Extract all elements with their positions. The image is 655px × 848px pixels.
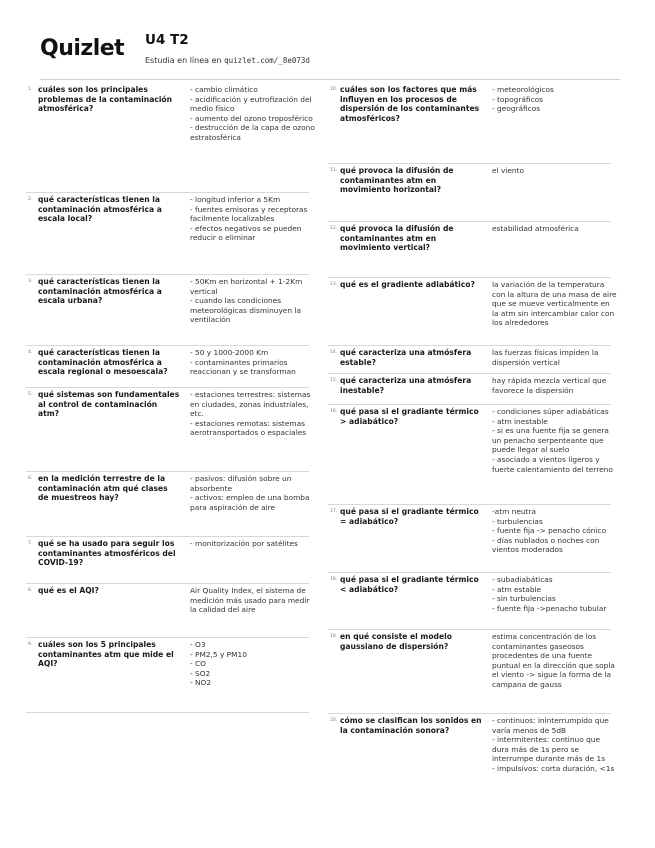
card-number: 15. (330, 378, 338, 383)
card-term: qué características tienen la contaminación atmosférica a escala regional o mesoescala? (38, 348, 168, 377)
right-column (328, 83, 617, 802)
card-definition: - meteorológicos - topográficos - geográficos (492, 85, 554, 114)
flashcard (328, 714, 615, 802)
card-definition: las fuerzas físicas impiden la dispersión vertical (492, 348, 599, 367)
flashcard (328, 573, 611, 630)
card-term: qué es el AQI? (38, 586, 99, 595)
card-term: qué características tienen la contaminación atmosférica a escala local? (38, 195, 162, 224)
card-term: cómo se clasifican los sonidos en la contaminación sonora? (340, 716, 482, 735)
quizlet-logo: Quizlet (40, 36, 125, 61)
card-definition: - subadiabáticas - atm estable - sin turbulencias - fuente fija ->penacho tubular (492, 575, 607, 613)
card-definition: el viento (492, 166, 525, 175)
card-definition: - pasivos: difusión sobre un absorbente - activos: empleo de una bomba para aspiración de aire (190, 474, 310, 512)
card-term: qué provoca la difusión de contaminantes atm en movimiento vertical? (340, 224, 454, 253)
card-definition: la variación de la temperatura con la altura de una masa de aire que se mueve verticalmente en la atm sin intercambiar calor con los alrededores (492, 280, 617, 328)
card-number: 19. (330, 634, 338, 639)
card-term: cuáles son los factores que más influyen en los procesos de dispersión de los contaminantes atmosféricos? (340, 85, 480, 123)
card-number: 3. (28, 279, 33, 284)
set-url-link[interactable]: quizlet.com/_8e073d (224, 56, 310, 65)
card-term: qué pasa si el gradiante térmico < adiabático? (340, 575, 479, 594)
card-definition: - cambio climático - acidificación y eutrofización del medio físico - aumento del ozono troposférico - destrucción de la capa de ozono estratosférica (190, 85, 315, 142)
card-definition: - longitud inferior a 5Km - fuentes emisoras y receptoras facilmente localizables - efectos negativos se pueden reducir o eliminar (190, 195, 308, 243)
flashcard (26, 388, 309, 472)
set-subtitle (145, 56, 310, 65)
card-number: 2. (28, 197, 33, 202)
card-number: 4. (28, 350, 33, 355)
card-definition: -atm neutra - turbulencias - fuente fija -> penacho cónico - días nublados o noches con vientos moderados (492, 507, 607, 555)
page-header (40, 30, 620, 74)
card-term: qué pasa si el gradiante térmico = adiabático? (340, 507, 479, 526)
flashcard (328, 374, 611, 405)
card-definition: Air Quality Index, el sistema de medición más usado para medir la calidad del aire (190, 586, 310, 615)
flashcard (26, 193, 309, 275)
set-title: U4 T2 (145, 32, 189, 48)
card-number: 9. (28, 642, 33, 647)
card-number: 12. (330, 226, 338, 231)
flashcard (328, 164, 611, 222)
card-term: qué sistemas son fundamentales al control de contaminación atm? (38, 390, 180, 419)
card-term: qué pasa si el gradiante térmico > adiabático? (340, 407, 479, 426)
card-number: 5. (28, 392, 33, 397)
card-term: en qué consiste el modelo gaussiano de dispersión? (340, 632, 452, 651)
card-definition: - estaciones terrestres: sistemas en ciudades, zonas industriales, etc. - estaciones remotas: sistemas aerotransportados o espaciales (190, 390, 311, 438)
flashcard (328, 505, 611, 573)
card-term: qué es el gradiente adiabático? (340, 280, 475, 289)
card-number: 8. (28, 588, 33, 593)
flashcard (328, 83, 611, 164)
flashcard (26, 638, 309, 713)
card-definition: - 50Km en horizontal + 1-2Km vertical - cuando las condiciones meteorológicas disminuyen la ventilación (190, 277, 303, 325)
card-definition: - 50 y 1000-2000 Km - contaminantes primarios reaccionan y se transforman (190, 348, 296, 377)
card-definition: - condiciones súper adiabáticas - atm inestable - si es una fuente fija se genera un penacho serpenteante que puede llegar al suelo - asociado a vientos ligeros y fuerte calentamiento del terreno (492, 407, 613, 474)
flashcard (26, 472, 309, 537)
card-term: en la medición terrestre de la contaminación atm qué clases de muestreos hay? (38, 474, 168, 503)
card-definition: - monitorización por satélites (190, 539, 298, 548)
subtitle-prefix: Estudia en línea en (145, 56, 225, 65)
flashcard (26, 275, 309, 346)
flashcard (328, 222, 611, 278)
header-divider (40, 79, 620, 80)
card-number: 17. (330, 509, 338, 514)
card-term: qué características tienen la contaminación atmosférica a escala urbana? (38, 277, 162, 306)
card-term: qué provoca la difusión de contaminantes atm en movimiento horizontal? (340, 166, 454, 195)
card-number: 20. (330, 718, 338, 723)
flashcard (26, 537, 309, 584)
card-term: cuáles son los 5 principales contaminantes atm que mide el AQI? (38, 640, 174, 669)
flashcard (328, 405, 611, 505)
card-number: 16. (330, 409, 338, 414)
card-number: 6. (28, 476, 33, 481)
flashcard (26, 83, 315, 193)
flashcard (328, 346, 611, 374)
card-number: 10. (330, 87, 338, 92)
card-number: 13. (330, 282, 338, 287)
card-term: qué caracteriza una atmósfera estable? (340, 348, 472, 367)
card-definition: estabilidad atmosférica (492, 224, 579, 233)
card-number: 14. (330, 350, 338, 355)
flashcard (26, 584, 309, 638)
card-term: cuáles son los principales problemas de la contaminación atmosférica? (38, 85, 173, 114)
card-term: qué se ha usado para seguir los contaminantes atmosféricos del COVID-19? (38, 539, 176, 568)
card-number: 7. (28, 541, 33, 546)
left-column (26, 83, 315, 713)
card-definition: hay rápida mezcla vertical que favorece la dispersión (492, 376, 607, 395)
card-number: 1. (28, 87, 33, 92)
card-definition: - O3 - PM2,5 y PM10 - CO - SO2 - NO2 (190, 640, 247, 688)
flashcard (26, 346, 309, 388)
card-number: 11. (330, 168, 338, 173)
flashcard (328, 630, 615, 714)
card-definition: - continuos: ininterrumpido que varía menos de 5dB - intermitentes: continuo que dura más de 1s pero se interrumpe durante más de 1s - impulsivos: corta duración, <1s (492, 716, 615, 773)
card-definition: estima concentración de los contaminantes gaseosos procedentes de una fuente puntual en la dirección que sopla el viento -> sigue la forma de la campana de gauss (492, 632, 615, 689)
flashcard (328, 278, 617, 346)
card-number: 18. (330, 577, 338, 582)
card-term: qué caracteriza una atmósfera inestable? (340, 376, 472, 395)
